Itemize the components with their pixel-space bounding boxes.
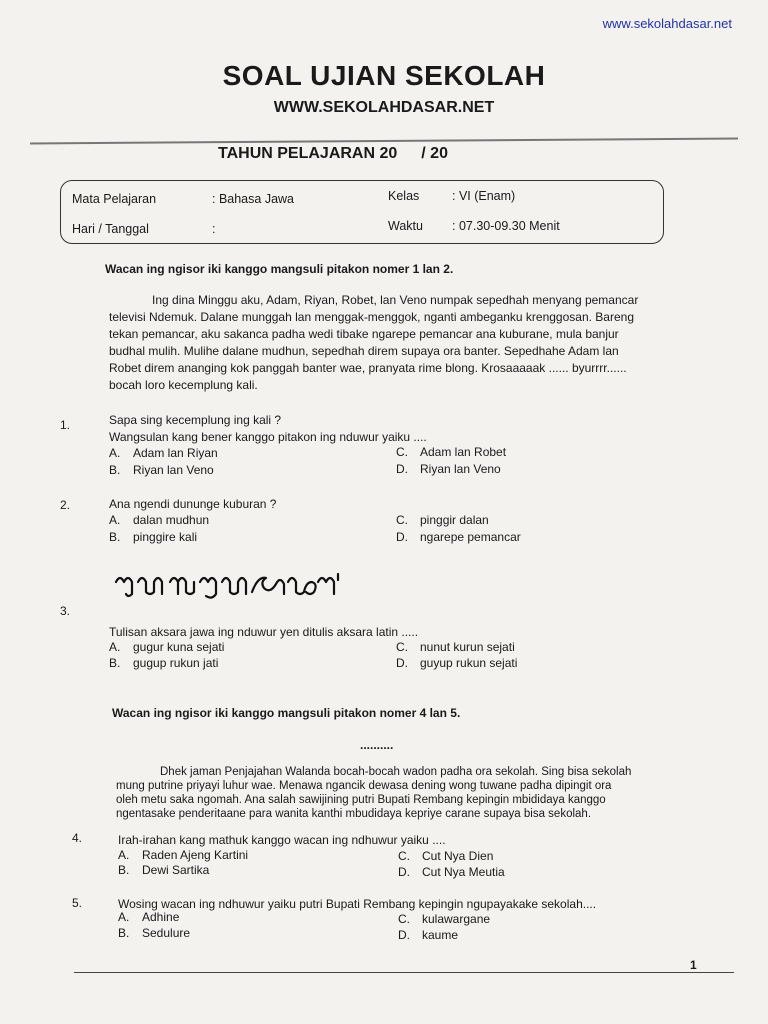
question-text: Wosing wacan ing ndhuwur yaiku putri Bupati Rembang kepingin ngupayakake sekolah....	[118, 897, 597, 911]
option-text: Riyan lan Veno	[133, 463, 214, 477]
option-text: kaume	[422, 928, 459, 942]
question-text: Irah-irahan kang mathuk kanggo wacan ing ndhuwur yaiku ....	[118, 833, 446, 847]
class-value: : VI (Enam)	[452, 189, 516, 203]
option-text: gugur kuna sejati	[133, 640, 225, 654]
section1-paragraph-line: televisi Ndemuk. Dalane munggah lan menggak-menggok, nganti ambeganku krenggosan. Bareng	[109, 310, 634, 324]
answer-option[interactable]	[109, 656, 218, 670]
option-text: Cut Nya Dien	[422, 849, 494, 863]
section2-instruction: Wacan ing ngisor iki kanggo mangsuli pitakon nomer 4 lan 5.	[112, 706, 461, 720]
option-text: kulawargane	[422, 912, 491, 926]
answer-option[interactable]	[396, 462, 501, 476]
option-letter: B.	[118, 863, 130, 877]
option-letter: D.	[396, 656, 408, 670]
answer-option[interactable]	[118, 910, 179, 924]
option-text: Riyan lan Veno	[420, 462, 501, 476]
answer-option[interactable]	[109, 530, 197, 544]
option-text: Raden Ajeng Kartini	[142, 848, 249, 862]
title-placeholder-dots: ..........	[360, 738, 394, 752]
section1-paragraph-line: Ing dina Minggu aku, Adam, Riyan, Robet, lan Veno numpak sepedhah menyang pemancar	[152, 293, 639, 307]
time-value: : 07.30-09.30 Menit	[452, 219, 560, 233]
option-letter: C.	[396, 513, 408, 527]
answer-option[interactable]	[396, 640, 515, 654]
option-letter: D.	[396, 530, 408, 544]
option-letter: B.	[118, 926, 130, 940]
divider	[30, 138, 738, 145]
option-text: Sedulure	[142, 926, 191, 940]
option-text: pinggir dalan	[420, 513, 489, 527]
footer-divider	[74, 972, 734, 973]
answer-option[interactable]	[398, 849, 493, 863]
school-year-left: TAHUN PELAJARAN 20	[218, 145, 398, 162]
option-text: ngarepe pemancar	[420, 530, 521, 544]
option-text: Dewi Sartika	[142, 863, 210, 877]
option-letter: C.	[396, 445, 408, 459]
option-letter: A.	[109, 640, 121, 654]
answer-option[interactable]	[118, 926, 190, 940]
option-text: dalan mudhun	[133, 513, 210, 527]
section2-paragraph-line: Dhek jaman Penjajahan Walanda bocah-bocah wadon padha ora sekolah. Sing bisa sekolah	[160, 766, 632, 778]
section2-paragraph-line: ngentasake penderitaane para wanita kanthi mbudidaya kepriye carane supaya bisa sekolah.	[116, 808, 592, 820]
option-text: gugup rukun jati	[133, 656, 219, 670]
option-text: nunut kurun sejati	[420, 640, 515, 654]
question-text: Tulisan aksara jawa ing nduwur yen ditulis aksara latin .....	[109, 625, 419, 639]
option-text: Adhine	[142, 910, 180, 924]
question-number: 3.	[60, 604, 71, 618]
option-letter: D.	[398, 928, 410, 942]
subject-label: Mata Pelajaran	[72, 192, 157, 206]
answer-option[interactable]	[118, 848, 248, 862]
option-letter: B.	[109, 656, 121, 670]
section1-instruction: Wacan ing ngisor iki kanggo mangsuli pitakon nomer 1 lan 2.	[105, 262, 454, 276]
option-letter: A.	[118, 910, 130, 924]
page-subtitle: WWW.SEKOLAHDASAR.NET	[273, 99, 495, 116]
school-year-right: / 20	[421, 145, 448, 162]
answer-option[interactable]	[396, 513, 489, 527]
option-letter: B.	[109, 463, 121, 477]
option-text: pinggire kali	[133, 530, 198, 544]
info-box	[60, 180, 664, 244]
option-text: Cut Nya Meutia	[422, 865, 505, 879]
answer-option[interactable]	[109, 446, 218, 460]
question-text: Sapa sing kecemplung ing kali ?	[109, 413, 282, 427]
option-letter: A.	[109, 513, 121, 527]
site-url: www.sekolahdasar.net	[602, 16, 732, 31]
question-number: 4.	[72, 831, 83, 845]
page-title: SOAL UJIAN SEKOLAH	[222, 60, 546, 91]
answer-option[interactable]	[109, 513, 209, 527]
section1-paragraph-line: budhal mulih. Mulihe dalane mudhun, sepedhah direm supaya ora banter. Sepedhahe Adam lan	[109, 344, 619, 358]
page-number: 1	[690, 958, 697, 972]
answer-option[interactable]	[396, 530, 521, 544]
class-label: Kelas	[388, 189, 420, 203]
subject-value: : Bahasa Jawa	[212, 192, 294, 206]
answer-option[interactable]	[109, 640, 224, 654]
question-number: 5.	[72, 896, 83, 910]
school-year	[218, 145, 448, 163]
section2-paragraph-line: mung putrine priyayi luhur wae. Menawa ngancik dewasa dening wong tuwane padha dipingit ora	[116, 780, 612, 792]
option-letter: A.	[109, 446, 121, 460]
question-number: 1.	[60, 418, 71, 432]
option-text: guyup rukun sejati	[420, 656, 518, 670]
section1-paragraph-line: tekan pemancar, aku sakanca padha wedi tibake ngarepe pemancar ana kuburane, mula banjur	[109, 327, 619, 341]
answer-option[interactable]	[396, 656, 517, 670]
question-text: Ana ngendi dununge kuburan ?	[109, 497, 277, 511]
javanese-script-image	[112, 568, 342, 604]
answer-option[interactable]	[109, 463, 214, 477]
day-value: :	[212, 222, 216, 236]
option-letter: D.	[396, 462, 408, 476]
option-letter: B.	[109, 530, 121, 544]
answer-option[interactable]	[398, 865, 505, 879]
option-letter: C.	[398, 849, 410, 863]
answer-option[interactable]	[398, 912, 490, 926]
section1-paragraph-line: bocah loro kecemplung kali.	[109, 378, 258, 392]
question-number: 2.	[60, 498, 71, 512]
option-text: Adam lan Robet	[420, 445, 507, 459]
option-text: Adam lan Riyan	[133, 446, 218, 460]
option-letter: C.	[398, 912, 410, 926]
answer-option[interactable]	[396, 445, 506, 459]
option-letter: A.	[118, 848, 130, 862]
answer-option[interactable]	[118, 863, 209, 877]
question-text: Wangsulan kang bener kanggo pitakon ing nduwur yaiku ....	[109, 430, 427, 444]
option-letter: D.	[398, 865, 410, 879]
answer-option[interactable]	[398, 928, 458, 942]
option-letter: C.	[396, 640, 408, 654]
time-label: Waktu	[388, 219, 423, 233]
section1-paragraph-line: Robet direm ananging kok panggah banter wae, pranyata rime blong. Krosaaaaak ...... byurrrr......	[109, 361, 627, 375]
section2-paragraph-line: oleh metu saka ngomah. Ana salah sawijining putri Bupati Rembang kepingin mbididaya kanggo	[116, 794, 606, 806]
day-label: Hari / Tanggal	[72, 222, 149, 236]
